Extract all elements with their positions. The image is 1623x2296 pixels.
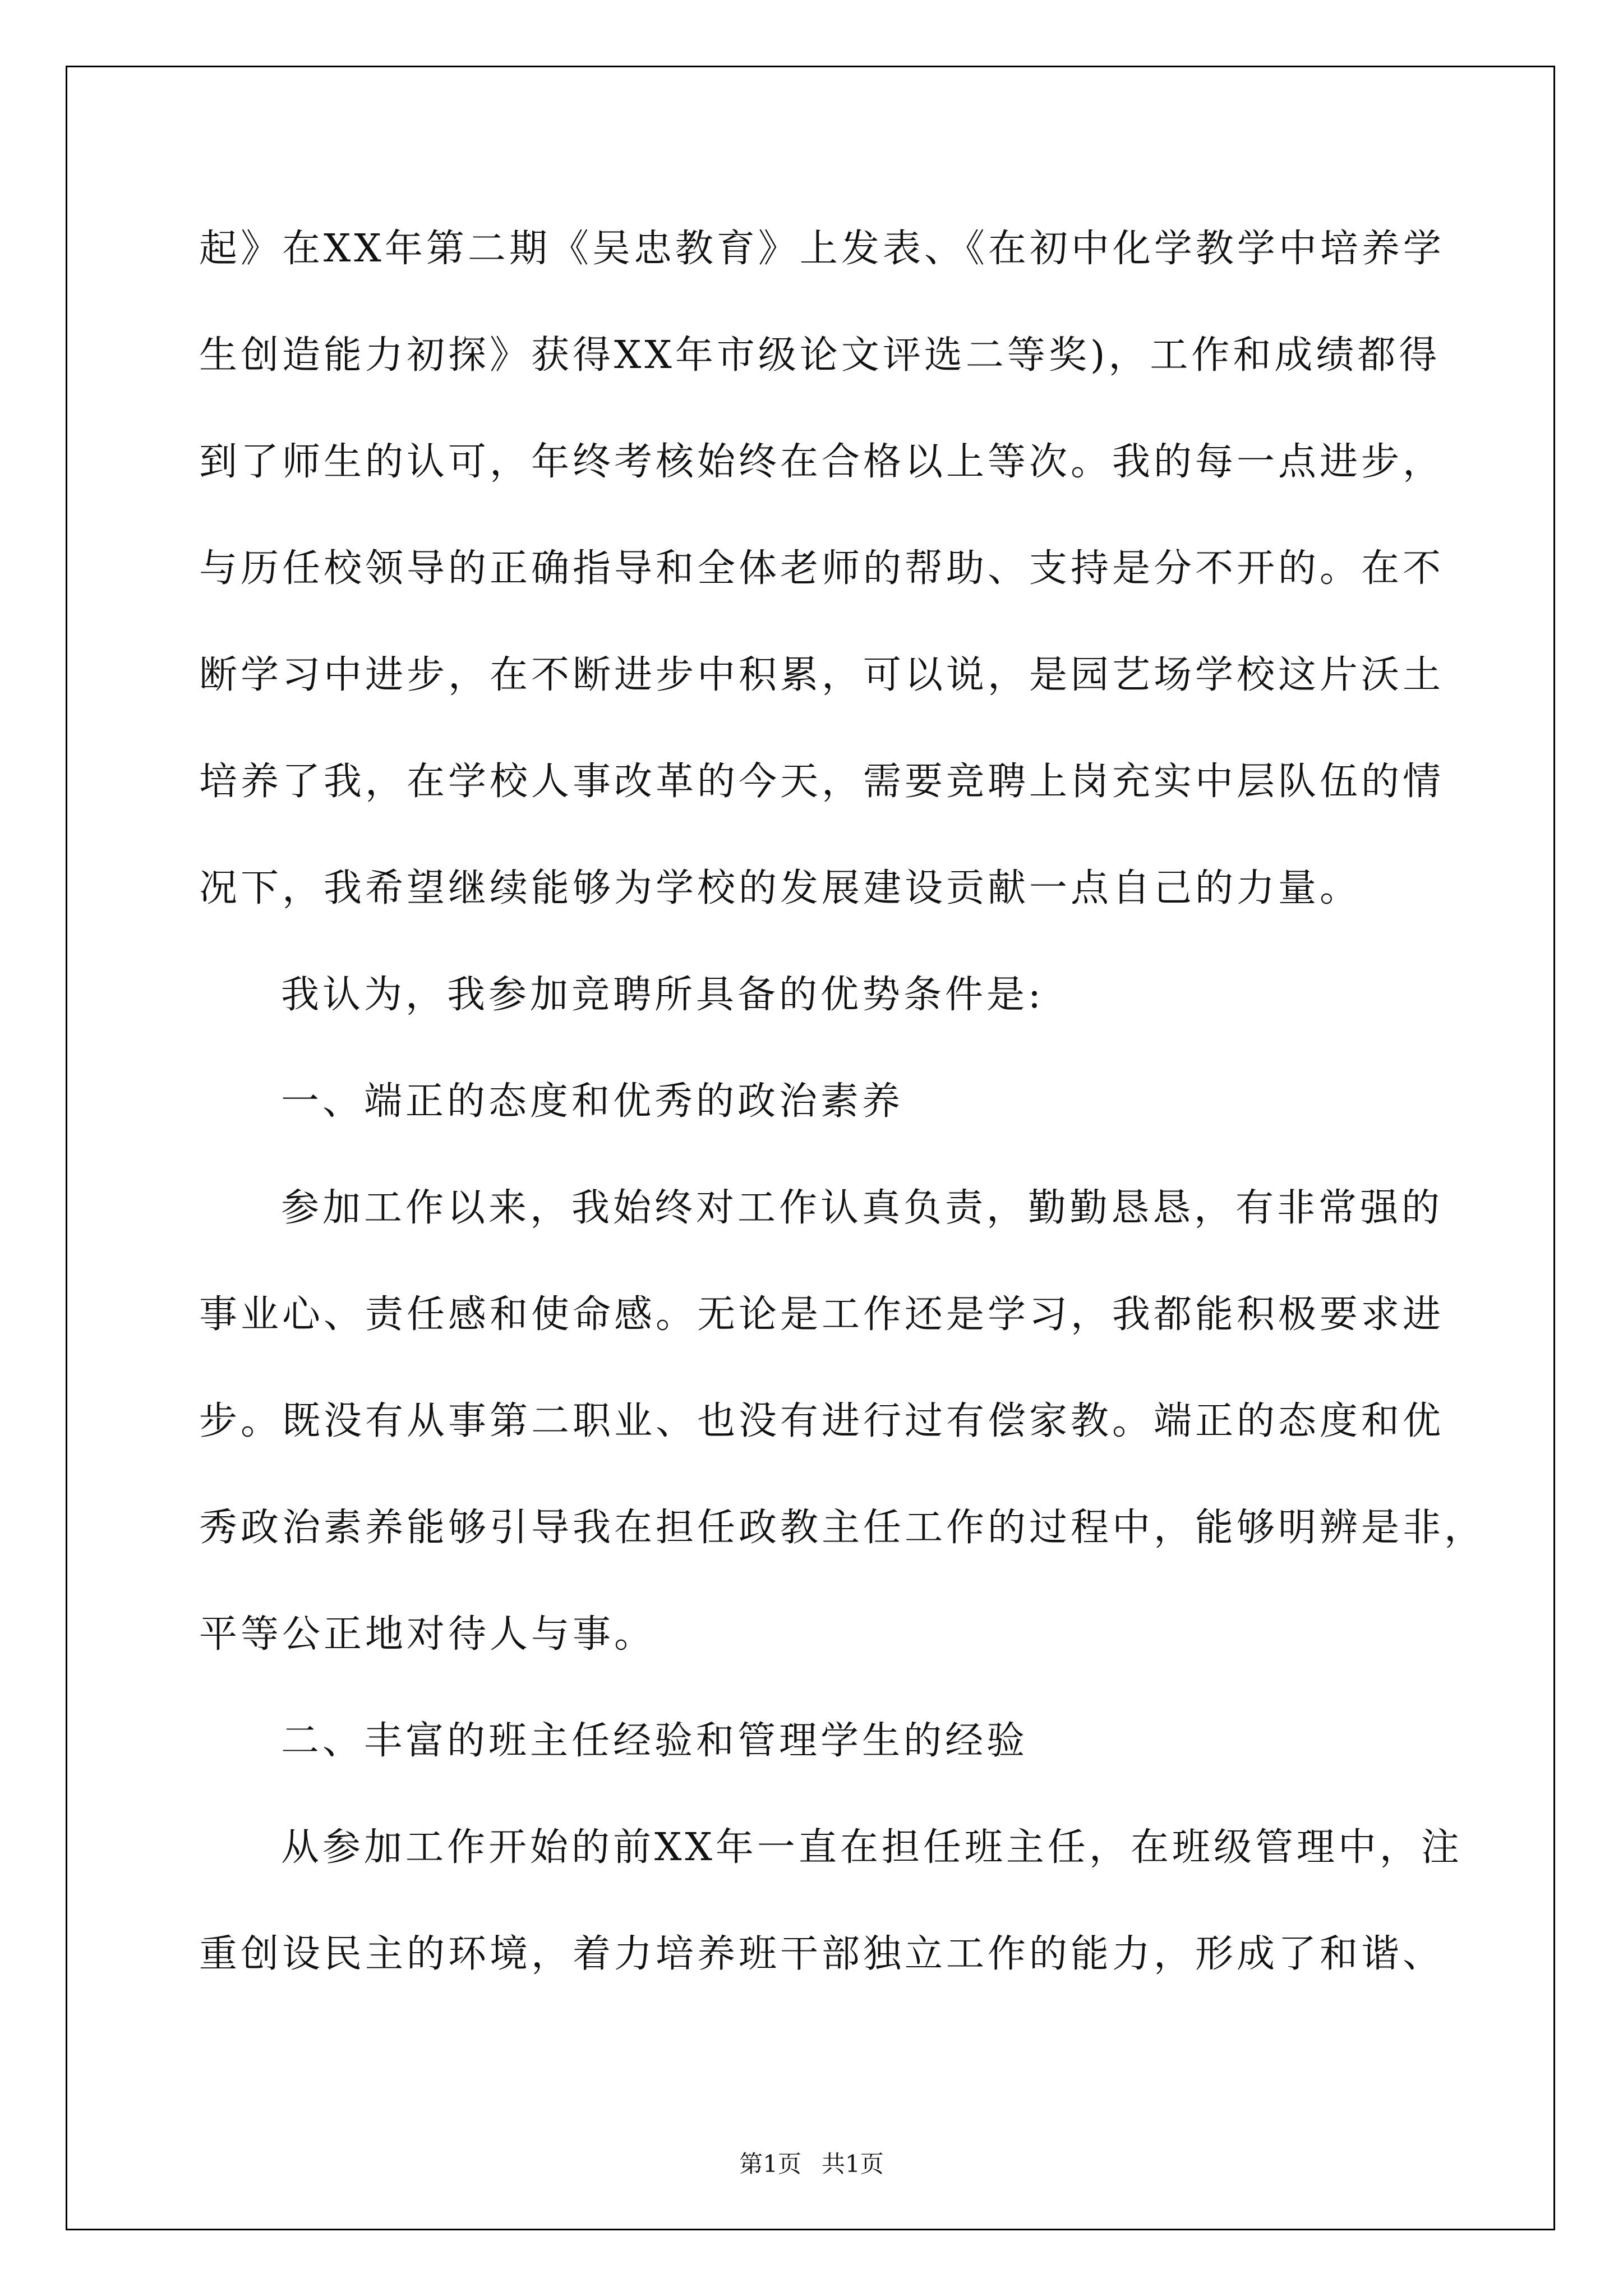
text-line: 况下，我希望继续能够为学校的发展建设贡献一点自己的力量。 [199, 866, 1362, 910]
text-line: 生创造能力初探》获得XX年市级论文评选二等奖)，工作和成绩都得 [199, 333, 1441, 378]
section-heading: 一、端正的态度和优秀的政治素养 [281, 1079, 904, 1124]
text-line: 培养了我，在学校人事改革的今天，需要竞聘上岗充实中层队伍的情 [199, 760, 1445, 804]
text-line: 秀政治素养能够引导我在担任政教主任工作的过程中，能够明辨是非， [199, 1506, 1486, 1550]
page-number-current: 第1页 [739, 2150, 801, 2178]
text-line: 平等公正地对待人与事。 [199, 1612, 656, 1657]
text-line: 到了师生的认可，年终考核始终在合格以上等次。我的每一点进步， [199, 440, 1445, 484]
paragraph-line: 我认为，我参加竞聘所具备的优势条件是: [281, 973, 1044, 1017]
page-footer [0, 2146, 1623, 2179]
paragraph-line: 参加工作以来，我始终对工作认真负责，勤勤恳恳，有非常强的 [281, 1186, 1444, 1230]
section-heading: 二、丰富的班主任经验和管理学生的经验 [281, 1719, 1029, 1763]
text-line: 断学习中进步，在不断进步中积累，可以说，是园艺场学校这片沃土 [199, 653, 1445, 697]
document-body [199, 219, 1486, 2031]
paragraph-line: 从参加工作开始的前XX年一直在担任班主任，在班级管理中，注 [281, 1825, 1463, 1870]
text-line: 与历任校领导的正确指导和全体老师的帮助、支持是分不开的。在不 [199, 546, 1445, 591]
text-line: 起》在XX年第二期《吴忠教育》上发表、《在初中化学教学中培养学 [199, 227, 1445, 271]
text-line: 步。既没有从事第二职业、也没有进行过有偿家教。端正的态度和优 [199, 1399, 1445, 1443]
text-line: 重创设民主的环境，着力培养班干部独立工作的能力，形成了和谐、 [199, 1932, 1445, 1976]
page-number-total: 共1页 [822, 2150, 884, 2178]
text-line: 事业心、责任感和使命感。无论是工作还是学习，我都能积极要求进 [199, 1292, 1445, 1337]
